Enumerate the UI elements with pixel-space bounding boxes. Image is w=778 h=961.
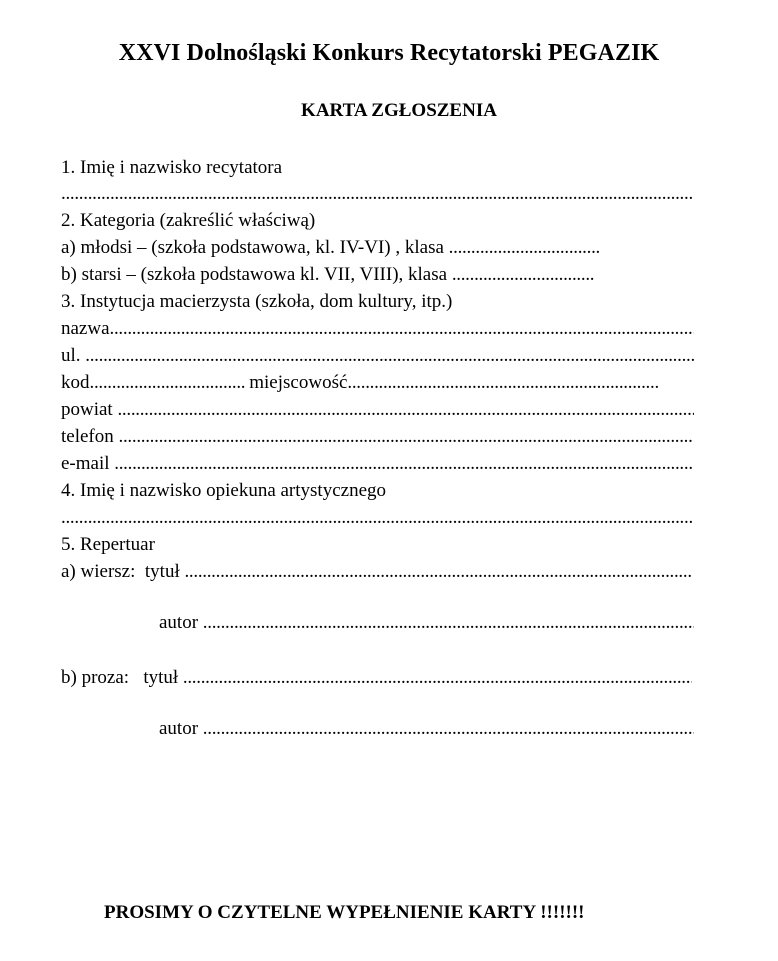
legibility-notice: PROSIMY O CZYTELNE WYPEŁNIENIE KARTY !!!!!!! <box>104 902 585 923</box>
institution-name-label: nazwa <box>61 318 110 339</box>
category-option-a[interactable] <box>61 235 701 261</box>
email-label: e-mail <box>61 453 115 474</box>
phone-dotted-line <box>119 424 694 450</box>
form-subtitle: KARTA ZGŁOSZENIA <box>301 100 497 121</box>
category-b-class-dotted-line[interactable] <box>452 262 594 288</box>
category-option-b-label: b) starsi – (szkoła podstawowa kl. VII, VIII), klasa <box>61 264 452 285</box>
poem-title-label: tytuł <box>144 561 185 582</box>
street-label: ul. <box>61 345 86 366</box>
code-city-field[interactable] <box>61 370 694 396</box>
form-title: XXVI Dolnośląski Konkurs Recytatorski PEGAZIK <box>118 40 660 66</box>
section1-heading: 1. Imię i nazwisko recytatora <box>61 157 283 178</box>
prose-author-dotted-line <box>203 716 694 742</box>
section5-heading: 5. Repertuar <box>61 534 155 555</box>
poem-author-dotted-line <box>203 610 694 636</box>
reciter-name-field[interactable] <box>61 181 694 207</box>
section4-heading: 4. Imię i nazwisko opiekuna artystycznego <box>61 480 387 501</box>
category-option-a-label: a) młodsi – (szkoła podstawowa, kl. IV-VI) , klasa <box>61 237 449 258</box>
prose-author-field[interactable] <box>159 716 694 742</box>
poem-author-label: autor <box>159 612 203 633</box>
district-label: powiat <box>61 399 118 420</box>
prose-title-label: tytuł <box>143 667 183 688</box>
city-dotted-line[interactable] <box>347 370 659 396</box>
tutor-name-field[interactable] <box>61 505 694 531</box>
section3-heading: 3. Instytucja macierzysta (szkoła, dom kultury, itp.) <box>61 291 453 312</box>
postal-code-dotted-line[interactable] <box>90 370 245 396</box>
poem-author-field[interactable] <box>159 610 694 636</box>
prose-prefix-label: b) proza: <box>61 667 144 688</box>
poem-title-dotted-line <box>184 559 693 585</box>
phone-label: telefon <box>61 426 119 447</box>
prose-title-dotted-line <box>183 665 692 691</box>
poem-prefix-label: a) wiersz: <box>61 561 145 582</box>
section2-heading: 2. Kategoria (zakreślić właściwą) <box>61 210 316 231</box>
poem-title-field[interactable] <box>61 559 693 585</box>
tutor-name-dotted-line <box>61 505 694 531</box>
postal-code-label: kod <box>61 372 90 393</box>
prose-author-label: autor <box>159 718 203 739</box>
institution-name-field[interactable] <box>61 316 694 342</box>
email-field[interactable] <box>61 451 694 477</box>
reciter-name-dotted-line <box>61 181 694 207</box>
district-dotted-line <box>117 397 694 423</box>
institution-name-dotted-line <box>110 316 694 342</box>
prose-title-field[interactable] <box>61 665 692 691</box>
email-dotted-line <box>114 451 694 477</box>
category-option-b[interactable] <box>61 262 701 288</box>
category-a-class-dotted-line[interactable] <box>449 235 601 261</box>
street-field[interactable] <box>61 343 694 369</box>
district-field[interactable] <box>61 397 694 423</box>
phone-field[interactable] <box>61 424 694 450</box>
street-dotted-line <box>85 343 694 369</box>
city-label: miejscowość <box>244 372 348 393</box>
